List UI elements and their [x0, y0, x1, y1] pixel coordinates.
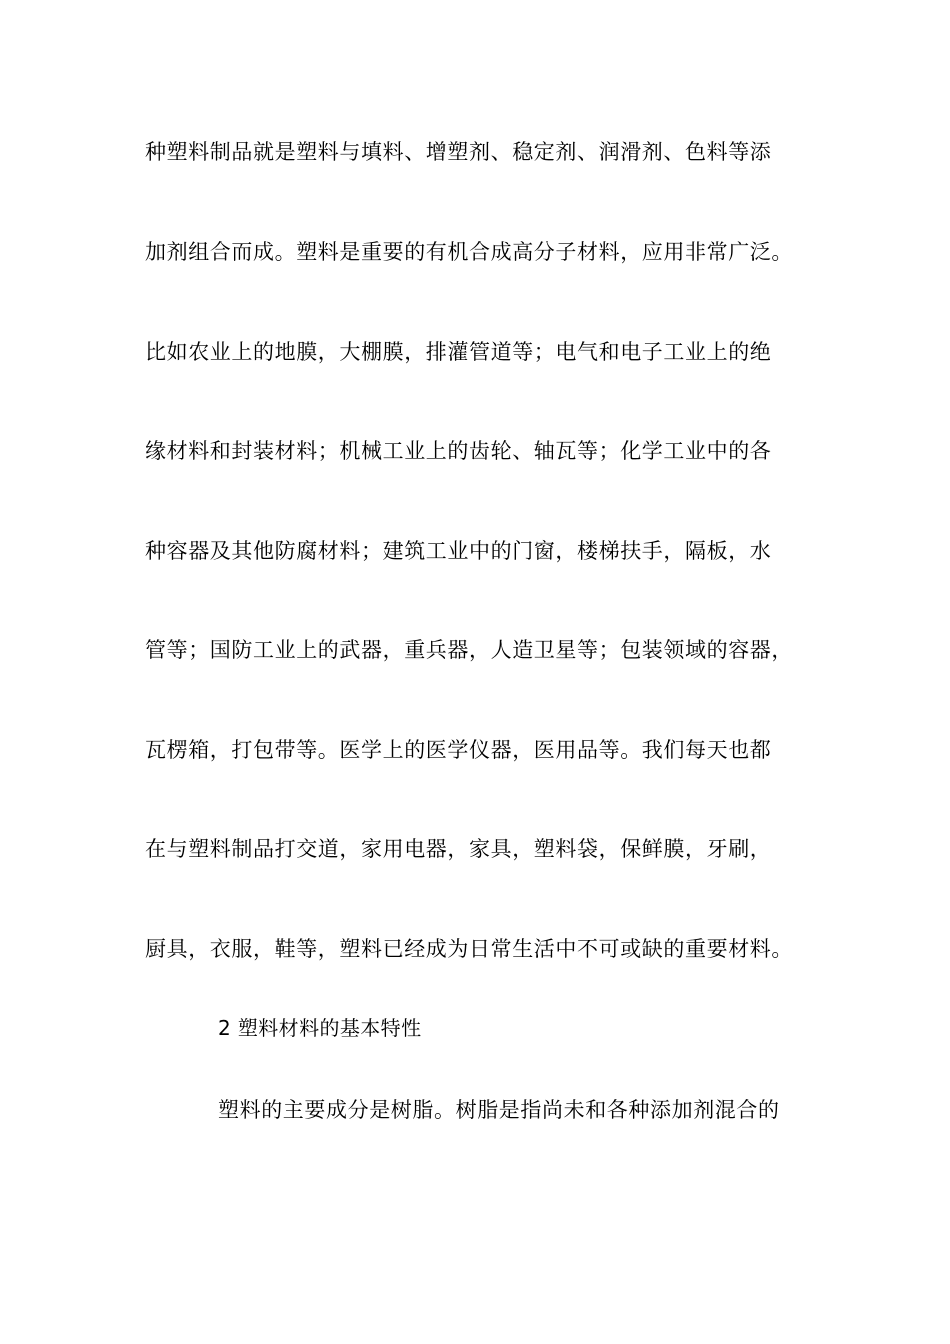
paragraph-line: 厨具，衣服，鞋等，塑料已经成为日常生活中不可或缺的重要材料。 [145, 937, 793, 961]
paragraph-line: 比如农业上的地膜，大棚膜，排灌管道等；电气和电子工业上的绝 [145, 340, 772, 364]
section-paragraph-line: 塑料的主要成分是树脂。树脂是指尚未和各种添加剂混合的 [218, 1098, 780, 1122]
paragraph-line: 在与塑料制品打交道，家用电器，家具，塑料袋，保鲜膜，牙刷， [145, 837, 772, 861]
paragraph-line: 管等；国防工业上的武器，重兵器，人造卫星等；包装领域的容器， [145, 638, 793, 662]
paragraph-line: 种塑料制品就是塑料与填料、增塑剂、稳定剂、润滑剂、色料等添 [145, 140, 772, 164]
paragraph-line: 瓦楞箱，打包带等。医学上的医学仪器，医用品等。我们每天也都 [145, 738, 772, 762]
section-heading: 2 塑料材料的基本特性 [218, 1016, 422, 1040]
paragraph-line: 种容器及其他防腐材料；建筑工业中的门窗，楼梯扶手，隔板，水 [145, 539, 772, 563]
paragraph-line: 缘材料和封装材料；机械工业上的齿轮、轴瓦等；化学工业中的各 [145, 439, 772, 463]
paragraph-line: 加剂组合而成。塑料是重要的有机合成高分子材料，应用非常广泛。 [145, 240, 793, 264]
